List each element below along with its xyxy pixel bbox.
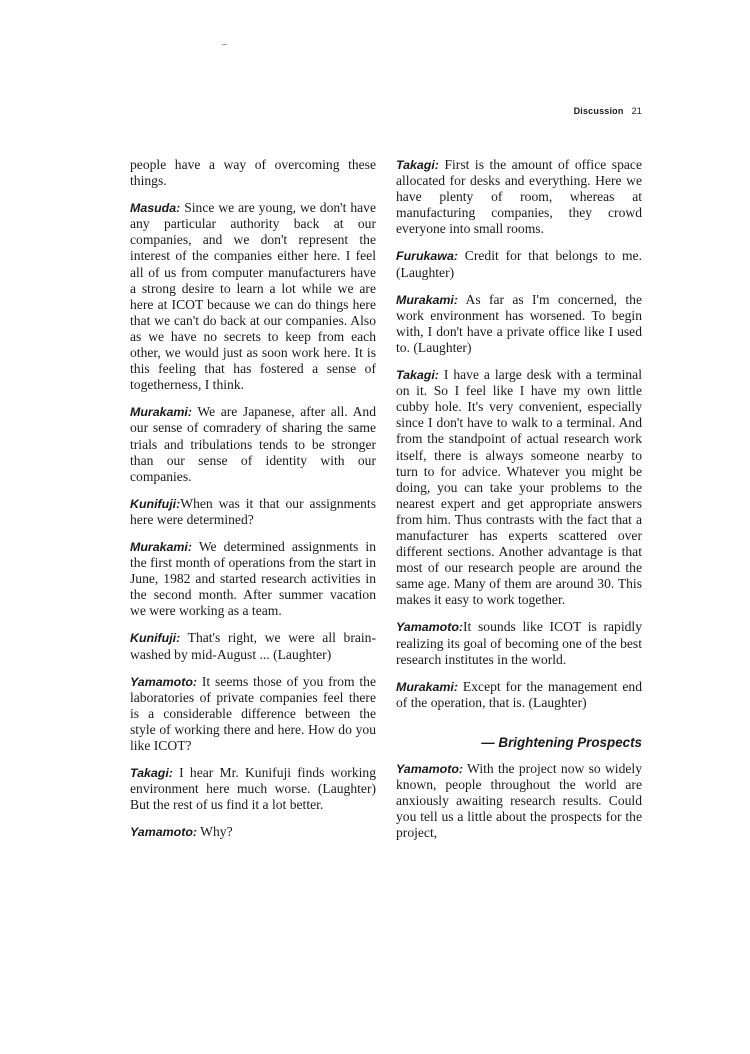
paragraph-text: With the project now so widely known, people throughout the world are anxiously awaiting research results. Could you tell us a little about the prospects for the project, xyxy=(396,761,642,841)
scan-speck xyxy=(222,44,227,45)
speaker-name: Takagi: xyxy=(130,766,173,781)
paragraph xyxy=(130,674,376,754)
paragraph-text: That's right, we were all brain-washed by mid-August ... (Laughter) xyxy=(130,630,376,662)
speaker-name: Yamamoto: xyxy=(130,825,198,840)
right-column xyxy=(396,157,642,852)
speaker-name: Takagi: xyxy=(396,158,439,172)
paragraph-text: Except for the management end of the operation, that is. (Laughter) xyxy=(396,678,642,710)
paragraph-text: Why? xyxy=(197,824,233,840)
paragraph-text: Since we are young, we don't have any particular authority back at our companies, and we don't represent the interest of the companies either here. I feel all of us from computer manufacturers have a strong desire to learn a lot while we are here at ICOT because we can do things here that we can't do back at our companies. Also as we have no secrets to keep from each other, we would just as soon work here. It is this feeling that has fostered a sense of togetherness, I think. xyxy=(130,200,376,393)
paragraph xyxy=(130,630,376,662)
speaker-name: Murakami: xyxy=(396,679,458,694)
speaker-name: Furukawa: xyxy=(396,249,458,264)
paragraph-text: people have a way of overcoming these things. xyxy=(130,157,376,189)
paragraph xyxy=(130,765,376,813)
paragraph xyxy=(396,367,642,608)
paragraph xyxy=(130,404,376,484)
speaker-name: Kunifuji: xyxy=(130,631,181,646)
paragraph-text: When was it that our assignments here were determined? xyxy=(130,495,376,527)
paragraph xyxy=(130,496,376,528)
speaker-name: Masuda: xyxy=(130,201,181,216)
speaker-name: Murakami: xyxy=(130,405,192,420)
paragraph xyxy=(130,539,376,619)
speaker-name: Takagi: xyxy=(396,368,439,383)
speaker-name: Murakami: xyxy=(396,292,458,307)
paragraph xyxy=(130,200,376,393)
paragraph-text: It seems those of you from the laboratories of private companies feel there is a considerable difference between the style of working there and here. How do you like ICOT? xyxy=(130,673,376,753)
paragraph xyxy=(396,679,642,711)
running-header xyxy=(574,106,642,116)
running-header-section: Discussion xyxy=(573,106,624,116)
paragraph xyxy=(396,761,642,841)
speaker-name: Yamamoto: xyxy=(130,674,198,689)
left-column xyxy=(130,157,376,851)
paragraph xyxy=(396,619,642,667)
paragraph-text: I have a large desk with a terminal on it. So I feel like I have my own little cubby hole. It's very convenient, especially since I don't have to walk to a terminal. And from the standpoint of actual research work itself, there is always someone nearby to turn to for advice. Whatever you might be doing, you can take your problems to the nearest expert and get appropriate answers from him. Thus contrasts with the fact that a manufacturer has experts scattered over different sections. Another advantage is that most of our research people are around the same age. Many of them are around 30. This makes it easy to work together. xyxy=(396,367,642,608)
paragraph-text: Credit for that belongs to me. (Laughter) xyxy=(396,248,642,280)
paragraph-text: We are Japanese, after all. And our sense of comradery of sharing the same trials and tribulations tends to be stronger than our sense of identity with our companies. xyxy=(130,404,376,484)
speaker-name: Yamamoto: xyxy=(396,762,464,776)
section-heading: — Brightening Prospects xyxy=(481,734,642,750)
paragraph-text: It sounds like ICOT is rapidly realizing its goal of becoming one of the best research institutes in the world. xyxy=(396,619,642,667)
paragraph xyxy=(396,248,642,280)
speaker-name: Yamamoto: xyxy=(396,620,464,635)
paragraph xyxy=(396,157,642,237)
paragraph xyxy=(396,292,642,356)
paragraph-text: As far as I'm concerned, the work environment has worsened. To begin with, I don't have a private office like I used to. (Laughter) xyxy=(396,291,642,355)
paragraph-text: First is the amount of office space allocated for desks and everything. Here we have plenty of room, whereas at manufacturing companies, they crowd everyone into small rooms. xyxy=(396,157,642,237)
speaker-name: Murakami: xyxy=(130,539,192,554)
paragraph xyxy=(130,824,376,840)
paragraph-text: We determined assignments in the first month of operations from the start in June, 1982 and started research activities in the second month. After summer vacation we were working as a team. xyxy=(130,538,376,619)
paragraph-text: I hear Mr. Kunifuji finds working environment here much worse. (Laughter) But the rest of us find it a lot better. xyxy=(130,765,376,813)
speaker-name: Kunifuji: xyxy=(130,496,181,511)
page-number: 21 xyxy=(631,106,642,116)
paragraph xyxy=(130,157,376,189)
